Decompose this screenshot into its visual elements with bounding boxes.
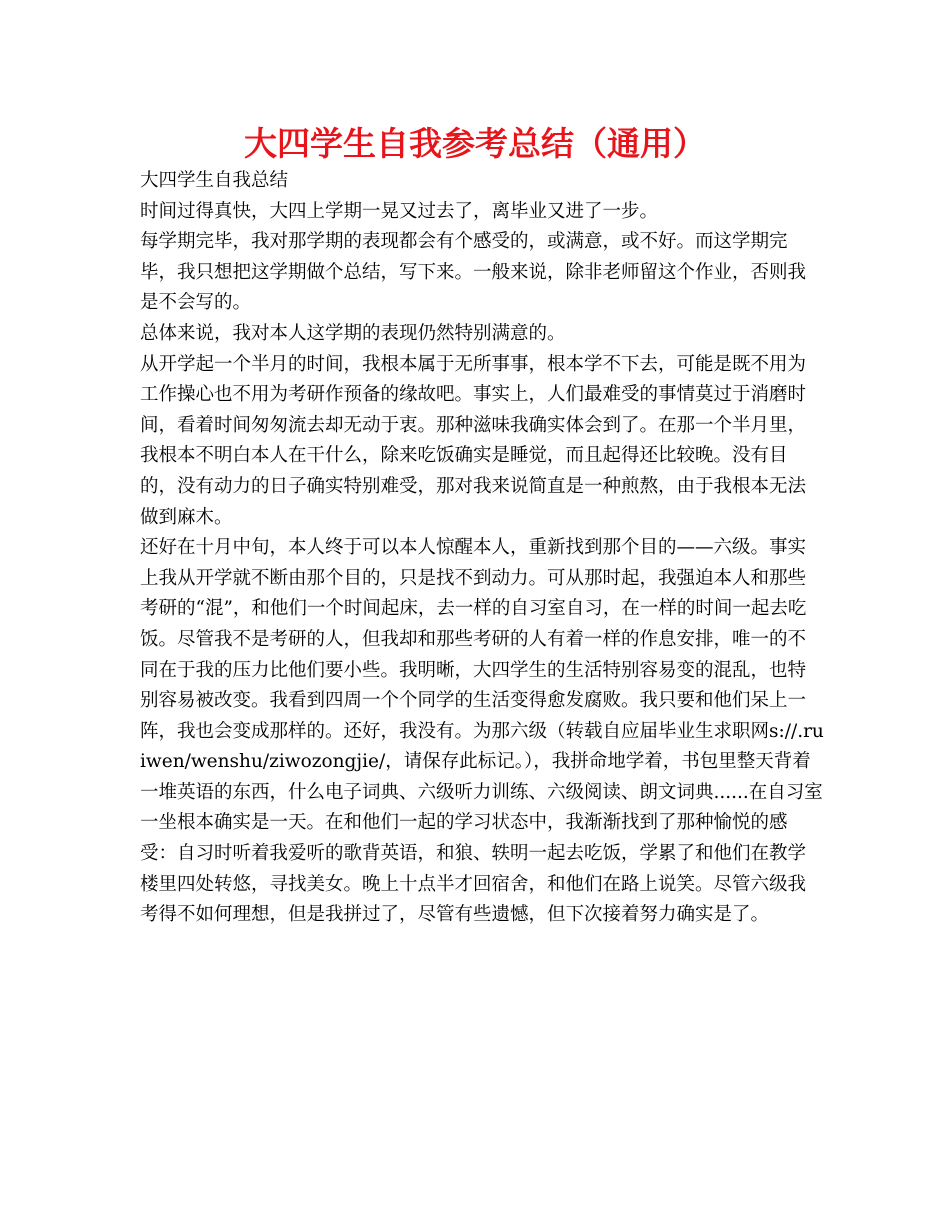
paragraph: 每学期完毕，我对那学期的表现都会有个感受的，或满意，或不好。而这学期完毕，我只想把这学期做个总结，写下来。一般来说，除非老师留这个作业，否则我是不会写的。 — [140, 231, 807, 314]
paragraph: 还好在十月中旬，本人终于可以本人惊醒本人，重新找到那个目的——六级。事实上我从开学就不断由那个目的，只是找不到动力。可从那时起，我强迫本人和那些考研的“混”，和他们一个时间起床，去一样的自习室自习，在一样的时间一起去吃饭。尽管我不是考研的人，但我却和那些考研的人有着一样的作息安排，唯一的不同在于我的压力比他们要小些。我明晰，大四学生的生活特别容易变的混乱，也特别容易被改变。我看到四周一个个同学的生活变得愈发腐败。我只要和他们呆上一阵，我也会变成那样的。还好，我没有。为那六级（转载自应届毕业生求职网s://.ruiwen/wenshu/ziwozongjie/，请保存此标记。），我拼命地学着，书包里整天背着一堆英语的东西，什么电子词典、六级听力训练、六级阅读、朗文词典......在自习室一坐根本确实是一天。在和他们一起的学习状态中，我渐渐找到了那种愉悦的感受：自习时听着我爱听的歌背英语，和狼、轶明一起去吃饭，学累了和他们在教学楼里四处转悠，寻找美女。晚上十点半才回宿舍，和他们在路上说笑。尽管六级我考得不如何理想，但是我拼过了，尽管有些遗憾，但下次接着努力确实是了。 — [140, 537, 824, 926]
document-body — [140, 166, 824, 931]
paragraph: 总体来说，我对本人这学期的表现仍然特别满意的。 — [140, 322, 566, 344]
paragraph: 从开学起一个半月的时间，我根本属于无所事事，根本学不下去，可能是既不用为工作操心也不用为考研作预备的缘故吧。事实上，人们最难受的事情莫过于消磨时间，看着时间匆匆流去却无动于衷。那种滋味我确实体会到了。在那一个半月里，我根本不明白本人在干什么，除来吃饭确实是睡觉，而且起得还比较晚。没有目的，没有动力的日子确实特别难受，那对我来说简直是一种煎熬，由于我根本无法做到麻木。 — [140, 353, 807, 528]
paragraph: 时间过得真快，大四上学期一晃又过去了，离毕业又进了一步。 — [140, 200, 659, 222]
paragraph-heading: 大四学生自我总结 — [140, 170, 289, 191]
document-title: 大四学生自我参考总结（通用） — [244, 124, 706, 163]
